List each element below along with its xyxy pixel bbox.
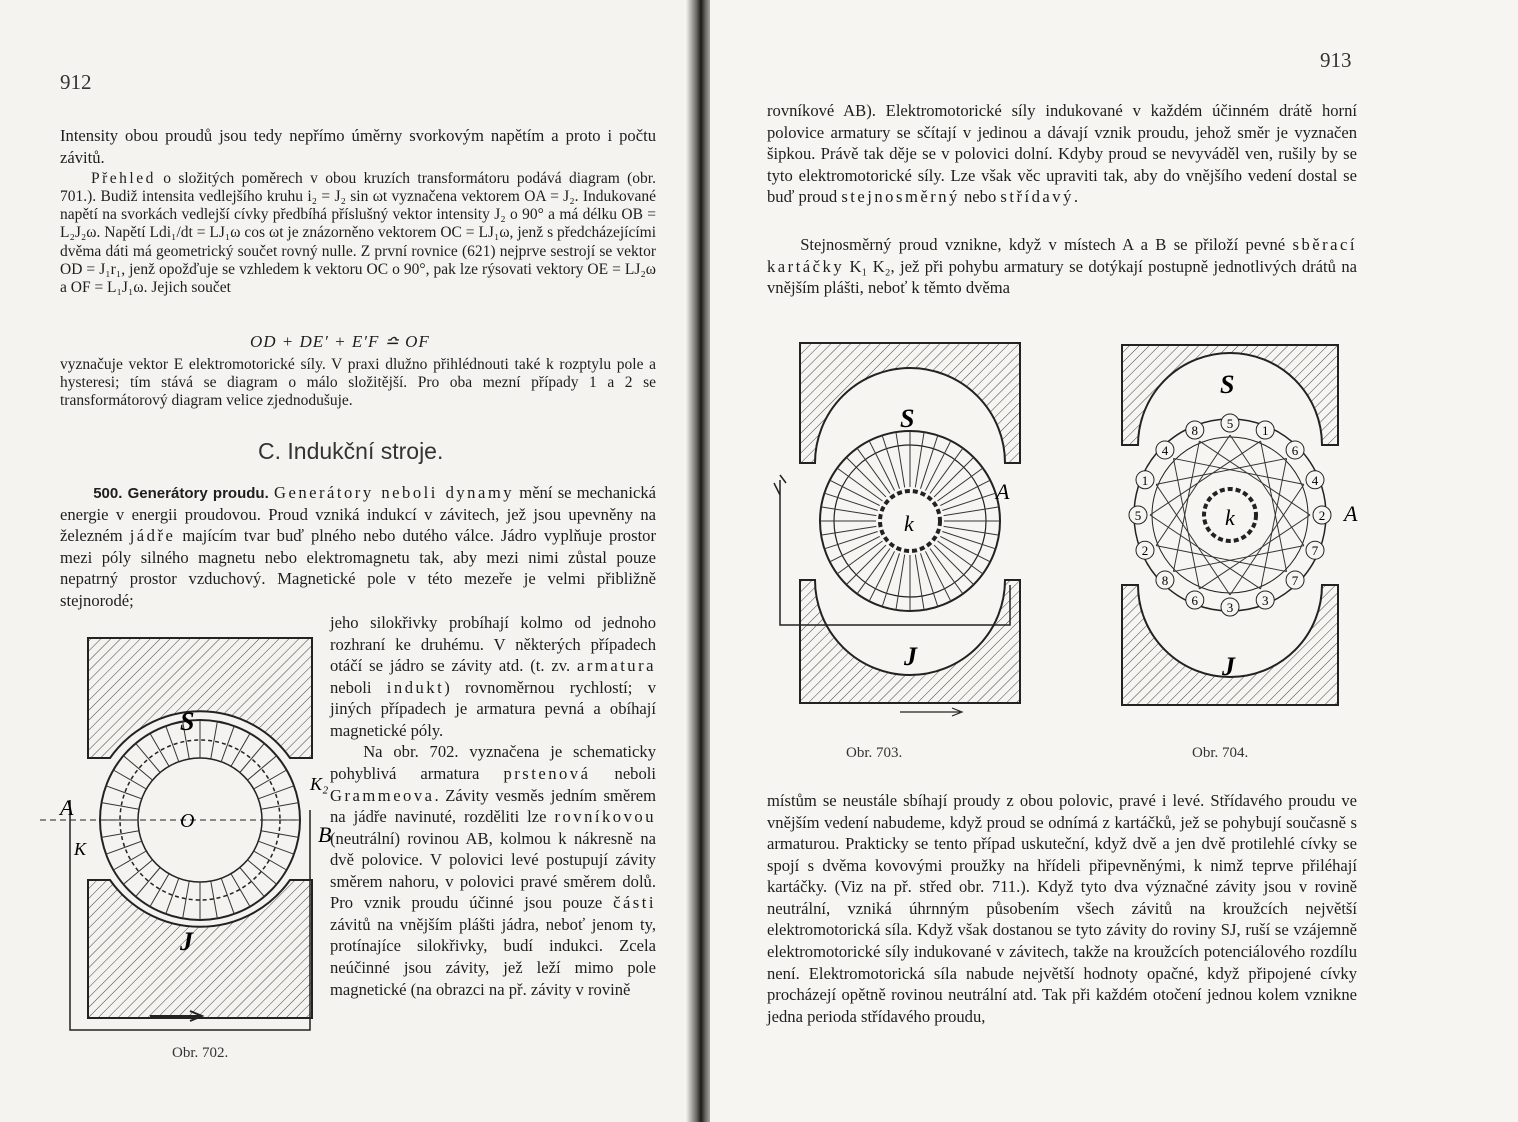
paragraph-number: 500. Generátory proudu. (93, 485, 269, 502)
coil-number: 2 (1141, 543, 1149, 559)
paragraph-3: místům se neustále sbíhají proudy z obou polovic, pravé i levé. Střídavého proudu ve vnějším vedení nabudeme, když proud se odnímá z kartáčků, jež se pohybují současně s armaturou. Prakticky se tento případ uskuteční, když dvě a jen dvě protilehlé cívky se spojí s dvěma kovovými proužky na hřídeli připevněnými, k nimž teprve přiléhají kartáčky. (Viz na př. střed obr. 711.). Když tyto dva význačné závity jsou v rovině neutrální, vzniká úhrnným působením všech závitů na kroužcích největší elektromotorická síla. Když však dostanou se tyto závity do roviny SJ, ruší se vzájemně elektromotorické síly indukované v závitech, takže na kroužcích potenciálového rozdílu není. Elektromotorická síla nabude největší hodnoty opačné, když připojené cívky procházejí opětně rovinou neutrální atd. Tak při každém otočení jednou kolem vznikne jedna perioda střídavého proudu, (767, 791, 1357, 1026)
coil-number: 4 (1161, 442, 1169, 458)
paragraph-2: Stejnosměrný proud vznikne, když v místech A a B se přiloží pevné sběrací kartáčky K₁ K₂, jež při pohybu armatury se dotýkají postupně jednotlivých drátů na vnějším plášti, neboť k těmto dvěma (767, 235, 1357, 298)
coil-number: 6 (1191, 592, 1199, 608)
label-k2: K₂ (310, 774, 329, 794)
label-k: k (904, 511, 914, 536)
figure-704 (1110, 345, 1370, 725)
right-column-text: jeho silokřivky probíhají kolmo od jednoho rozhraní ke druhému. V některých případech otáčí se jádro se závity atd. (t. zv. armatura neboli indukt) rovnoměrnou rychlostí; v jiných případech je armatura pevná a obíhají magnetické póly. Na obr. 702. vyznačena je schematicky pohyblivá armatura prstenová neboli Grammeova. Závity vesměs jedním směrem na jádře navinuté, rozděliti lze rovníkovou (neutrální) rovinou AB, kolmou k nákresně na dvě polovice. V polovici levé postupují závity směrem nahoru, v polovici pravé směrem dolů. Pro vznik proudu účinné jsou pouze části závitů na vnějším plášti jádra, neboť jenom ty, protínajíce silokřivky, budí indukci. Zcela neúčinné jsou závity, jež leží mimo pole magnetické (na obrazci na př. závity v rovině (330, 613, 656, 999)
coil-number: 5 (1134, 508, 1142, 523)
equation: OD + DE′ + E′F ≏ OF (250, 332, 430, 351)
page-number: 912 (60, 70, 92, 94)
coil-number: 1 (1261, 423, 1269, 439)
label-a: A (1344, 501, 1358, 526)
prehled-text: o složitých poměrech v obou kruzích transformátoru podává diagram (obr. 701.). Budiž intensita vedlejšího kruhu i₂ = J₂ sin ωt vyznačena vektorem OA = J₂. Indukované napětí na svorkách vedlejší cívky předbíhá příslušný vektor intensity J₂ o 90° a má délku OB = L₂J₂ω. Napětí Ldi₁/dt = LJ₁ω cos ωt je znázorněno vektorem OC = LJ₁ω, jenž s předcházejícími dvěma dáti má geometrický součet rovný nulle. Z první rovnice (621) nejprve sestrojí se vektor OD = J₁r₁, jenž opožďuje se vzhledem k vektoru OC o 90°, pak lze rýsovati vektory OE = LJ₂ω a OF = L₁J₁ω. Jejich součet (60, 170, 656, 296)
coil-number: 7 (1291, 573, 1299, 589)
label-a: A (60, 795, 74, 820)
figure-703 (770, 335, 1050, 735)
coil-number: 3 (1226, 600, 1234, 615)
label-s: S (1220, 370, 1235, 399)
coil-number: 6 (1291, 442, 1299, 458)
prehled-label: Přehled (91, 170, 156, 187)
label-s: S (900, 404, 915, 433)
prehled-paragraph (60, 170, 656, 297)
paragraph-1: rovníkové AB). Elektromotorické síly indukované v každém účinném drátě horní polovice armatury se sčítají v jedinou a dávají vznik proudu, jehož směr je vyznačen šipkou. Právě tak děje se v polovici dolní. Kdyby proud se nevyváděl ven, rušily by se tyto elektromotorické síly. Lze však věc upraviti tak, aby do vnějšího vedení dostal se buď proud stejnosměrný nebo střídavý. (767, 101, 1357, 207)
label-a: A (996, 479, 1010, 504)
coil-number: 8 (1161, 573, 1169, 589)
caption-703: Obr. 703. (846, 745, 903, 761)
label-k: k (1225, 505, 1235, 530)
left-page (0, 0, 700, 1122)
caption-704: Obr. 704. (1192, 745, 1249, 761)
coil-number: 4 (1311, 472, 1319, 488)
label-j: J (1222, 652, 1235, 681)
section-heading: C. Indukční stroje. (258, 438, 444, 464)
paragraph-500: 500. Generátory proudu. Generátory neboli dynamy mění se mechanická energie v energii proudovou. Proud vzniká indukcí v závitech, jež jsou upevněny na železném jádře majícím tvar buď plného nebo dutého válce. Jádro vyplňuje prostor mezi póly silného magnetu nebo elektromagnetu tak, aby mezi nimi zůstal pouze nepatrný prostor vzduchový. Magnetické pole v této mezeře je velmi přibližně stejnorodé; (60, 483, 656, 610)
label-k1: K (74, 839, 87, 859)
coil-number: 2 (1318, 508, 1326, 523)
coil-number: 7 (1311, 543, 1319, 559)
label-j: J (180, 927, 193, 956)
right-page (710, 0, 1518, 1122)
coil-number: 3 (1261, 592, 1269, 608)
after-equation-paragraph: vyznačuje vektor E elektromotorické síly. V praxi dlužno přihlédnouti také k rozptylu pole a hysteresi; tím stává se diagram o málo složitější. Pro oba mezní případy 1 a 2 se transformátorový diagram velice zjednodušuje. (60, 356, 656, 410)
label-b: B (318, 822, 332, 847)
coil-number: 8 (1191, 423, 1199, 439)
page-number: 913 (1320, 48, 1352, 72)
intro-paragraph: Intensity obou proudů jsou tedy nepřímo úměrny svorkovým napětím a proto i počtu závitů. (60, 126, 656, 167)
label-o: O (180, 810, 195, 832)
figure-702 (40, 630, 330, 1050)
label-s: S (180, 707, 195, 736)
coil-number: 1 (1141, 472, 1149, 488)
coil-number: 5 (1226, 416, 1234, 431)
label-j: J (904, 642, 917, 671)
caption-702: Obr. 702. (172, 1045, 229, 1061)
